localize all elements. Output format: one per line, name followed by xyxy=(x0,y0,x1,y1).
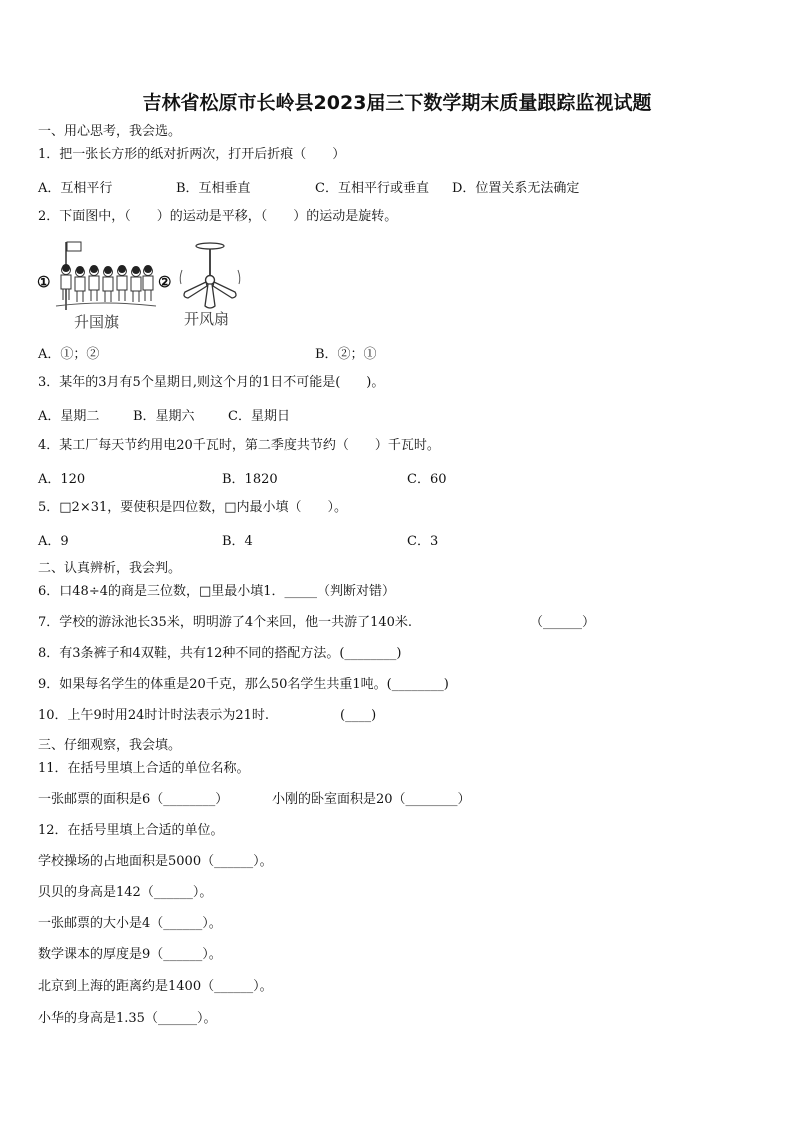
question-9: 9．如果每名学生的体重是20千克，那么50名学生共重1吨。(________) xyxy=(38,677,449,692)
question-6: 6．口48÷4的商是三位数，□里最小填1．_____（判断对错） xyxy=(38,584,396,599)
question-12-item: 贝贝的身高是142（______）。 xyxy=(38,885,213,900)
fan-illustration xyxy=(177,240,243,312)
question-11-item-right: 小刚的卧室面积是20（________） xyxy=(272,792,471,807)
figure-1-number: ① xyxy=(37,273,51,291)
section-heading-2: 二、认真辨析，我会判。 xyxy=(38,561,182,576)
question-2-option-b: B．②；① xyxy=(315,347,377,362)
question-12-item: 一张邮票的大小是4（______）。 xyxy=(38,916,222,931)
question-4-option-c: C．60 xyxy=(407,472,447,487)
question-3-option-c: C．星期日 xyxy=(228,409,290,424)
question-4-stem: 4．某工厂每天节约用电20千瓦时，第二季度共节约（ ）千瓦时。 xyxy=(38,438,440,453)
question-12-item: 数学课本的厚度是9（______）。 xyxy=(38,947,222,962)
question-10-stem: 10．上午9时用24时计时法表示为21时. xyxy=(38,708,270,723)
question-3-stem: 3．某年的3月有5个星期日,则这个月的1日不可能是( )。 xyxy=(38,375,385,390)
figure-2-number: ② xyxy=(158,273,172,291)
question-12-item: 北京到上海的距离约是1400（______）。 xyxy=(38,979,273,994)
question-3-option-a: A．星期二 xyxy=(38,409,100,424)
question-2-option-a: A．①；② xyxy=(38,347,100,362)
question-5-option-b: B．4 xyxy=(222,534,253,549)
question-1-option-a: A．互相平行 xyxy=(38,181,113,196)
figure-2-caption: 开风扇 xyxy=(184,310,230,328)
question-5-option-c: C．3 xyxy=(407,534,439,549)
question-7-stem: 7．学校的游泳池长35米，明明游了4个来回，他一共游了140米. xyxy=(38,615,413,630)
question-1-stem: 1．把一张长方形的纸对折两次，打开后折痕（ ） xyxy=(38,147,346,162)
question-1-option-b: B．互相垂直 xyxy=(176,181,251,196)
question-8: 8．有3条裤子和4双鞋，共有12种不同的搭配方法。(________) xyxy=(38,646,402,661)
question-12-stem: 12．在括号里填上合适的单位。 xyxy=(38,823,224,838)
question-5-stem: 5．□2×31，要使积是四位数，□内最小填（ ）。 xyxy=(38,500,348,515)
question-12-item: 小华的身高是1.35（______）。 xyxy=(38,1011,217,1026)
question-11-stem: 11．在括号里填上合适的单位名称。 xyxy=(38,761,250,776)
question-7-answer-blank[interactable]: （______） xyxy=(530,615,596,630)
section-heading-1: 一、用心思考，我会选。 xyxy=(38,124,182,139)
question-4-option-a: A．120 xyxy=(38,472,86,487)
page-title: 吉林省松原市长岭县2023届三下数学期末质量跟踪监视试题 xyxy=(142,92,652,114)
question-10-answer-blank[interactable]: (____) xyxy=(340,708,377,723)
flag-raising-illustration xyxy=(54,240,158,312)
question-11-item-left: 一张邮票的面积是6（________） xyxy=(38,792,229,807)
question-4-option-b: B．1820 xyxy=(222,472,278,487)
question-3-option-b: B．星期六 xyxy=(133,409,195,424)
question-1-option-c: C．互相平行或垂直 xyxy=(315,181,429,196)
question-2-stem: 2．下面图中，（ ）的运动是平移，（ ）的运动是旋转。 xyxy=(38,209,398,224)
question-5-option-a: A．9 xyxy=(38,534,69,549)
section-heading-3: 三、仔细观察，我会填。 xyxy=(38,738,182,753)
question-1-option-d: D．位置关系无法确定 xyxy=(452,181,580,196)
figure-1-caption: 升国旗 xyxy=(74,313,120,331)
question-12-item: 学校操场的占地面积是5000（______）。 xyxy=(38,854,273,869)
